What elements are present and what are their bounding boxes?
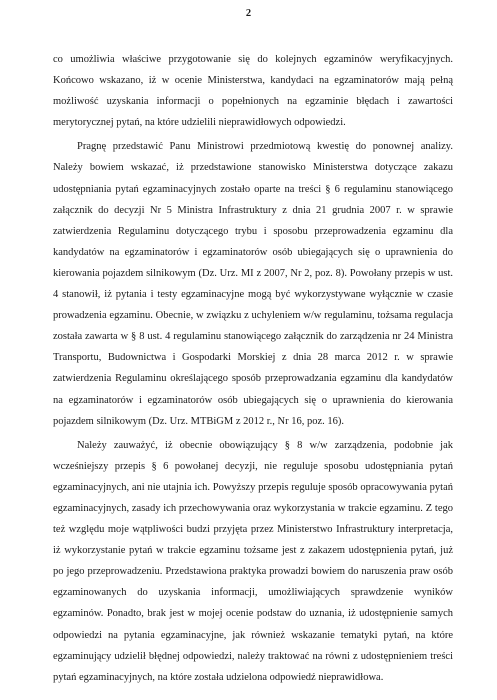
paragraph-regulation-note: Należy zauważyć, iż obecnie obowiązujący § 8 w/w zarządzenia, podobnie jak wcześniejszy przepis § 6 powołanej decyzji, nie reguluje sposobu udostępniania pytań egzaminacyjnych, ani nie utajnia ich. Powyższy przepis reguluje sposób opracowywania pytań egzaminacyjnych, zasady ich przechowywania oraz wykorzystania w trakcie egzaminu. Z tego też względu moje wątpliwości budzi przyjęta przez Ministerstwo Infrastruktury interpretacja, iż wykorzystanie pytań w trakcie egzaminu tożsame jest z zakazem udostępnienia pytań, już po jego przeprowadzeniu. Przedstawiona praktyka prowadzi bowiem do naruszenia praw osób egzaminowanych do uzyskania informacji, umożliwiających sprawdzenie wyników egzaminów. Ponadto, brak jest w mojej ocenie podstaw do uznania, iż udostępnienie samych odpowiedzi na pytania egzaminacyjne, jak również wskazanie tematyki pytań, na które egzaminujący udzielił błędnej odpowiedzi, należy traktować na równi z udostępnieniem treści pytań egzaminacyjnych, na które została udzielona odpowiedź nieprawidłowa.	[53, 439, 453, 683]
document-body	[53, 49, 453, 691]
page-number: 2	[245, 8, 252, 19]
paragraph-request-analysis: Pragnę przedstawić Panu Ministrowi przedmiotową kwestię do ponownej analizy. Należy bowiem wskazać, iż przedstawione stanowisko Ministerstwa dotyczące zakazu udostępniania pytań egzaminacyjnych zostało oparte na treści § 6 regulaminu stanowiącego załącznik do decyzji Nr 5 Ministra Infrastruktury z dnia 21 grudnia 2007 r. w sprawie zatwierdzenia Regulaminu dotyczącego trybu i sposobu przeprowadzenia egzaminu dla kandydatów na egzaminatorów i egzaminatorów osób ubiegających się o uprawnienia do kierowania pojazdem silnikowym (Dz. Urz. MI z 2007, Nr 2, poz. 8). Powołany przepis w ust. 4 stanowił, iż pytania i testy egzaminacyjne mogą być wykorzystywane wyłącznie w czasie prowadzenia egzaminu. Obecnie, w związku z uchyleniem w/w regulaminu, tożsama regulacja została zawarta w § 8 ust. 4 regulaminu stanowiącego załącznik do zarządzenia nr 24 Ministra Transportu, Budownictwa i Gospodarki Morskiej z dnia 28 marca 2012 r. w sprawie zatwierdzenia Regulaminu określającego sposób przeprowadzania egzaminu dla kandydatów na egzaminatorów i egzaminatorów osób ubiegających się o uprawnienia do kierowania pojazdem silnikowym (Dz. Urz. MTBiGM z 2012 r., Nr 16, poz. 16).	[53, 141, 453, 427]
paragraph-continuation: co umożliwia właściwe przygotowanie się do kolejnych egzaminów weryfikacyjnych. Końcowo wskazano, iż w ocenie Ministerstwa, kandydaci na egzaminatorów mają pełną możliwość uzyskania informacji o popełnionych na egzaminie błędach i zawartości merytorycznej pytań, na które udzielili nieprawidłowych odpowiedzi.	[53, 54, 453, 129]
